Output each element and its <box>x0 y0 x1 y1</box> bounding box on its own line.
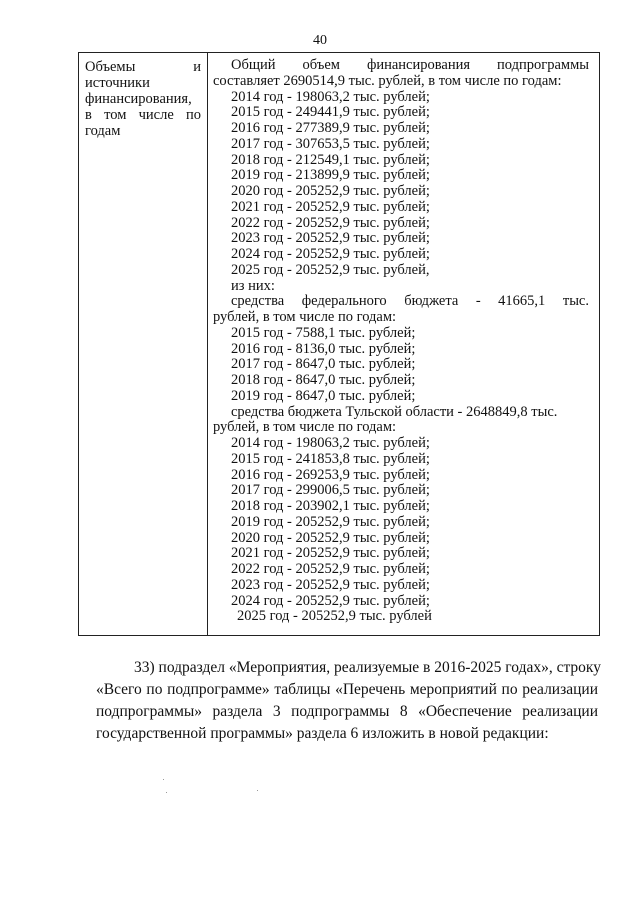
label-line: финансирования, <box>85 91 192 107</box>
content-cell <box>213 58 589 625</box>
label-line: источники <box>85 75 150 91</box>
scan-speck <box>257 790 258 791</box>
content-line: 2025 год - 205252,9 тыс. рублей, <box>231 261 430 278</box>
label-cell <box>85 59 201 139</box>
content-line: 2015 год - 249441,9 тыс. рублей; <box>231 104 430 121</box>
content-line: рублей, в том числе по годам: <box>213 309 397 325</box>
content-line: из них: <box>231 277 275 294</box>
content-line: 2023 год - 205252,9 тыс. рублей; <box>231 576 430 593</box>
content-line: 2025 год - 205252,9 тыс. рублей <box>237 608 432 625</box>
page-number: 40 <box>313 33 327 48</box>
paragraph-line: 33) подраздел «Мероприятия, реализуемые в 2016-2025 годах», строку <box>134 659 601 676</box>
content-line: 2018 год - 8647,0 тыс. рублей; <box>231 372 416 388</box>
amendment-paragraph <box>96 657 601 745</box>
content-line: 2022 год - 205252,9 тыс. рублей; <box>231 561 430 577</box>
content-line: 2018 год - 212549,1 тыс. рублей; <box>231 151 430 168</box>
content-line: составляет 2690514,9 тыс. рублей, в том числе по годам: <box>213 72 562 89</box>
paragraph-line: государственной программы» раздела 6 изложить в новой редакции: <box>96 725 549 742</box>
content-line: 2021 год - 205252,9 тыс. рублей; <box>231 198 430 215</box>
content-line: 2019 год - 8647,0 тыс. рублей; <box>231 387 416 404</box>
label-line: годам <box>85 123 121 139</box>
content-line: 2014 год - 198063,2 тыс. рублей; <box>231 88 430 105</box>
content-line: 2017 год - 299006,5 тыс. рублей; <box>231 482 430 499</box>
content-line: 2016 год - 269253,9 тыс. рублей; <box>231 466 430 483</box>
content-line: 2015 год - 241853,8 тыс. рублей; <box>231 450 430 467</box>
content-line: Общий объем финансирования подпрограммы <box>231 57 589 73</box>
label-line: в том числе по <box>85 107 201 123</box>
content-line: 2024 год - 205252,9 тыс. рублей; <box>231 246 430 262</box>
content-line: рублей, в том числе по годам: <box>213 419 397 436</box>
content-line: 2016 год - 277389,9 тыс. рублей; <box>231 120 430 136</box>
paragraph-line: «Всего по подпрограмме» таблицы «Перечень мероприятий по реализации <box>96 681 598 698</box>
content-line: 2016 год - 8136,0 тыс. рублей; <box>231 340 416 357</box>
content-line: 2017 год - 307653,5 тыс. рублей; <box>231 135 430 152</box>
content-line: 2020 год - 205252,9 тыс. рублей; <box>231 183 430 199</box>
content-line: средства федерального бюджета - 41665,1 тыс. <box>231 293 589 310</box>
label-line: Объемы и <box>85 59 201 75</box>
column-divider <box>207 53 208 635</box>
content-line: 2019 год - 205252,9 тыс. рублей; <box>231 513 430 530</box>
financing-table <box>78 52 600 636</box>
content-line: 2021 год - 205252,9 тыс. рублей; <box>231 545 430 562</box>
content-line: 2014 год - 198063,2 тыс. рублей; <box>231 435 430 451</box>
paragraph-line: подпрограммы» раздела 3 подпрограммы 8 «Обеспечение реализации <box>96 703 598 720</box>
content-line: 2022 год - 205252,9 тыс. рублей; <box>231 214 430 231</box>
content-line: 2017 год - 8647,0 тыс. рублей; <box>231 356 416 373</box>
content-line: 2024 год - 205252,9 тыс. рублей; <box>231 592 430 609</box>
content-line: 2020 год - 205252,9 тыс. рублей; <box>231 529 430 546</box>
content-line: 2019 год - 213899,9 тыс. рублей; <box>231 167 430 184</box>
content-line: 2023 год - 205252,9 тыс. рублей; <box>231 230 430 247</box>
scan-speck <box>166 792 167 793</box>
content-line: 2015 год - 7588,1 тыс. рублей; <box>231 324 416 341</box>
content-line: средства бюджета Тульской области - 2648849,8 тыс. <box>231 403 558 420</box>
content-line: 2018 год - 203902,1 тыс. рублей; <box>231 498 430 514</box>
scan-speck <box>163 779 164 780</box>
